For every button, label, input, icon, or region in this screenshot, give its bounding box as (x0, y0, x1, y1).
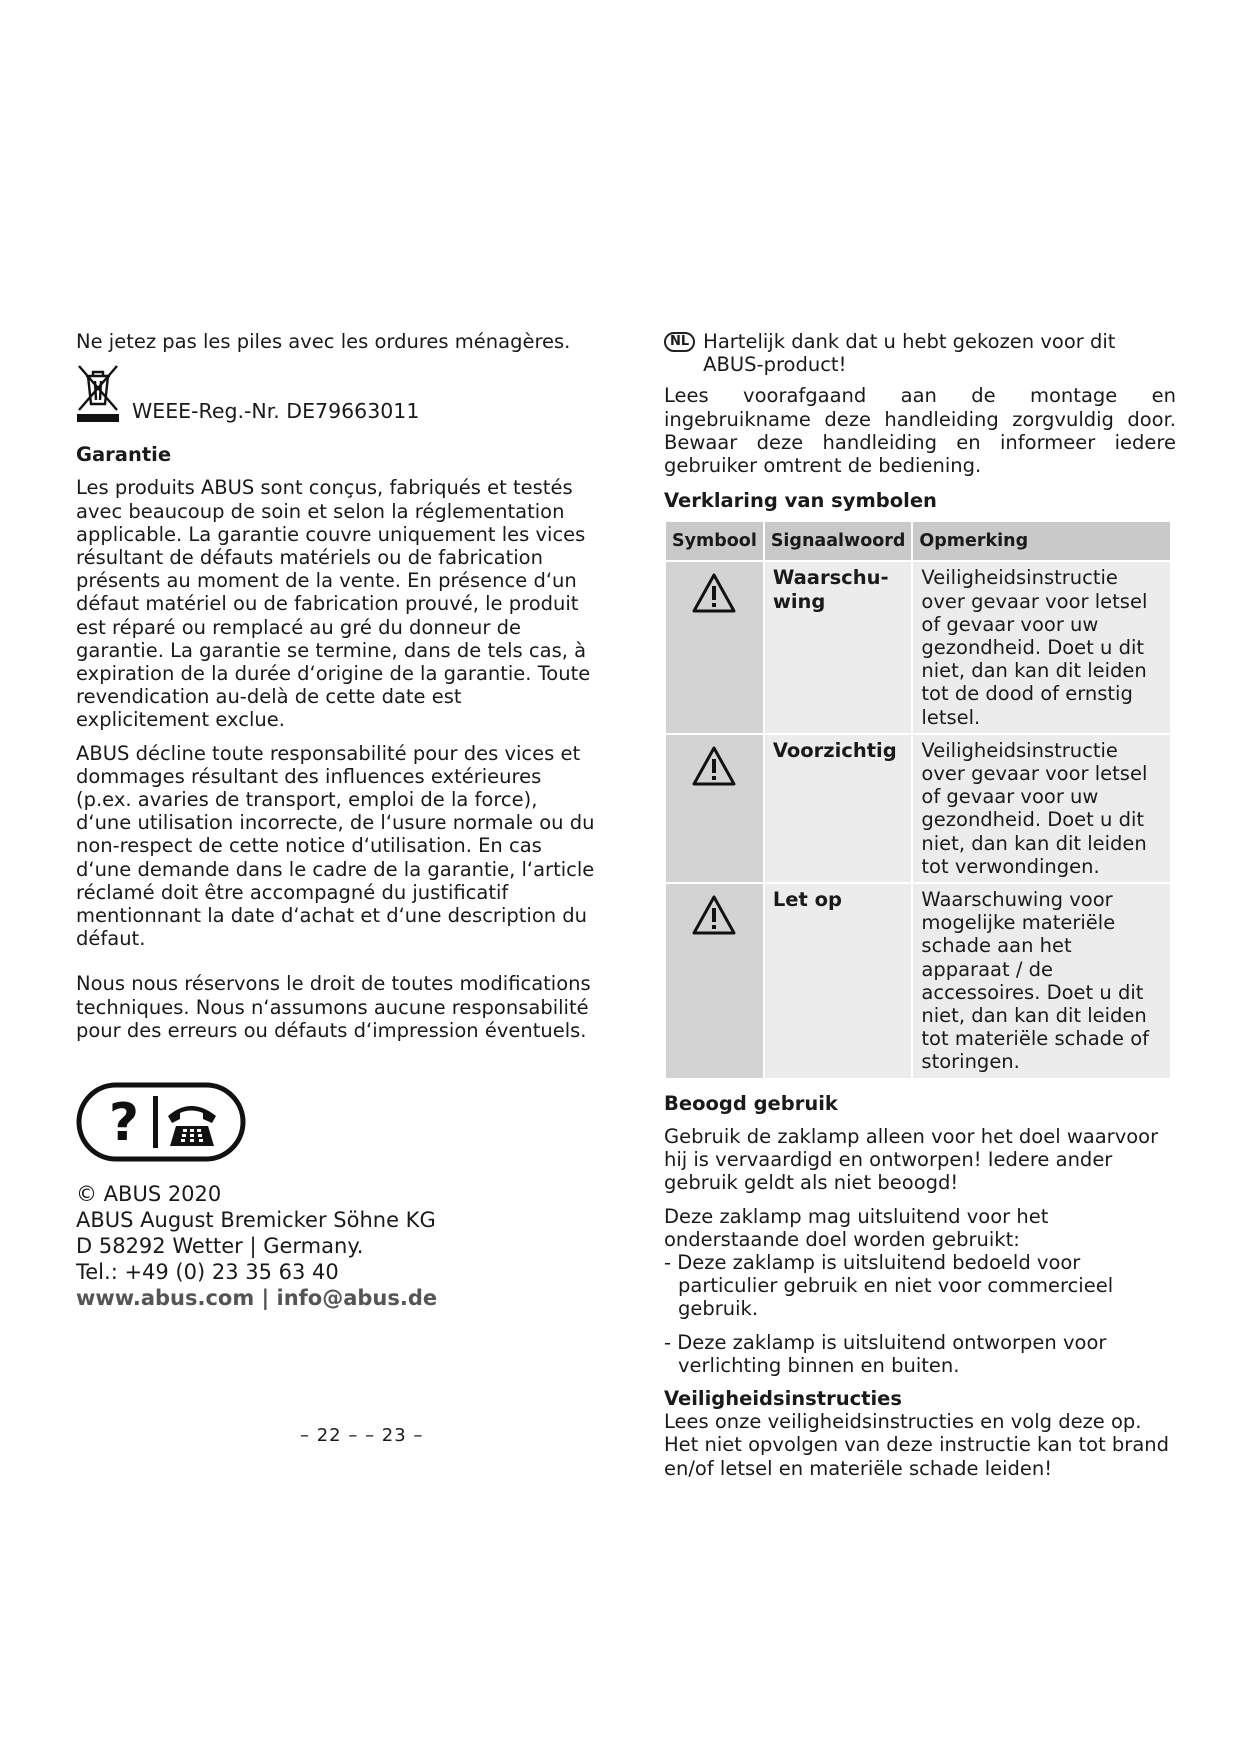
web-email-link[interactable]: www.abus.com | info@abus.de (76, 1286, 438, 1311)
weee-reg-number: WEEE-Reg.-Nr. DE79663011 (132, 399, 420, 423)
signal-word: Let op (764, 883, 913, 1079)
beoogd-heading: Beoogd gebruik (664, 1091, 838, 1115)
table-row (665, 883, 1171, 1079)
warning-triangle-icon (691, 745, 737, 787)
list-item: - Deze zaklamp is uitsluitend bedoeld voor particulier gebruik en niet voor commercieel gebruik. (664, 1250, 1114, 1321)
garantie-paragraph-1: Les produits ABUS sont conçus, fabriqués et testés avec beaucoup de soin et selon la réglementation applicable. La garantie couvre uniquement les vices résultant de défauts matériels ou de fabrication présents au moment de la vente. En présence d‘un défaut matériel ou de fabrication prouvé, le produit est réparé ou remplacé au gré du donneur de garantie. La garantie se termine, dans de tels cas, à expiration de la durée d‘origine de la garantie. Toute revendication au-delà de cette date est explicitement exclue. (76, 476, 591, 732)
veilig-paragraph: Lees onze veiligheidsinstructies en volg deze op. Het niet opvolgen van deze instructie kan tot brand en/of letsel en materiële schade leiden! (664, 1410, 1170, 1480)
list-item: - Deze zaklamp is uitsluitend ontworpen voor verlichting binnen en buiten. (664, 1330, 1107, 1377)
warning-triangle-icon (691, 894, 737, 936)
garantie-heading: Garantie (76, 443, 172, 467)
table-row (665, 561, 1171, 733)
beoogd-list (664, 1251, 1176, 1377)
symbols-table (664, 520, 1172, 1079)
intro-row (664, 330, 1176, 376)
table-header-symbool: Symbool (665, 521, 764, 561)
veilig-heading: Veiligheidsinstructies (664, 1386, 903, 1410)
symbol-cell (665, 883, 764, 1079)
beoogd-paragraph-1: Gebruik de zaklamp alleen voor het doel waarvoor hij is vervaardigd en ontworpen! Iedere ander gebruik geldt als niet beoogd! (664, 1124, 1159, 1195)
telephone-icon (168, 1106, 216, 1146)
contact-block (76, 1181, 596, 1311)
telephone: Tel.: +49 (0) 23 35 63 40 (76, 1260, 339, 1285)
table-header-signaalwoord: Signaalwoord (764, 521, 913, 561)
address: D 58292 Wetter | Germany. (76, 1234, 364, 1259)
left-column (76, 330, 596, 1311)
crossed-bin-icon (76, 362, 120, 429)
intro-paragraph: Lees voorafgaand aan de montage en ingebruikname deze handleiding zorgvuldig door. Bewaar deze handleiding en informeer iedere gebruiker omtrent de bediening. (664, 384, 1176, 478)
garantie-paragraph-3: Nous nous réservons le droit de toutes modifications techniques. Nous n‘assumons aucune responsabilité pour des erreurs ou défauts d‘impression éventuels. (76, 972, 591, 1042)
symbol-cell (665, 734, 764, 883)
intro-line: Hartelijk dank dat u hebt gekozen voor dit ABUS-product! (703, 330, 1116, 377)
help-phone-logo (76, 1082, 596, 1167)
table-row (665, 734, 1171, 883)
signal-note: Waarschuwing voor mogelijke materiële schade aan het apparaat / de accessoires. Doet u dit niet, dan kan dit leiden tot materiële schade of storingen. (912, 883, 1171, 1079)
signal-word: Waarschu-wing (764, 561, 913, 733)
garantie-paragraph-2: ABUS décline toute responsabilité pour des vices et dommages résultant des influences extérieures (p.ex. avaries de transport, emploi de la force), d‘une utilisation incorrecte, de l‘usure normale ou du non-respect de cette notice d‘utilisation. En cas d‘une demande dans le cadre de la garantie, l‘article réclamé doit être accompagné du justificatif mentionnant la date d‘achat et d‘une description du défaut. (76, 741, 595, 951)
signal-note: Veiligheidsinstructie over gevaar voor letsel of gevaar voor uw gezondheid. Doet u dit niet, dan kan dit leiden tot verwondingen. (912, 734, 1171, 883)
weee-row (76, 367, 596, 429)
page-numbers: – 22 – – 23 – (300, 1425, 424, 1446)
symbols-heading: Verklaring van symbolen (664, 489, 937, 513)
table-header-opmerking: Opmerking (912, 521, 1171, 561)
right-column (664, 330, 1176, 1480)
company-name: ABUS August Bremicker Söhne KG (76, 1208, 436, 1233)
copyright: © ABUS 2020 (76, 1182, 222, 1207)
question-mark-icon: ? (108, 1093, 140, 1154)
language-badge-nl: NL (664, 332, 695, 352)
beoogd-paragraph-2: Deze zaklamp mag uitsluitend voor het onderstaande doel worden gebruikt: (664, 1204, 1049, 1251)
battery-note: Ne jetez pas les piles avec les ordures ménagères. (76, 330, 571, 353)
symbol-cell (665, 561, 764, 733)
signal-note: Veiligheidsinstructie over gevaar voor letsel of gevaar voor uw gezondheid. Doet u dit niet, dan kan dit leiden tot de dood of ernstig letsel. (912, 561, 1171, 733)
warning-triangle-icon (691, 572, 737, 614)
signal-word: Voorzichtig (764, 734, 913, 883)
